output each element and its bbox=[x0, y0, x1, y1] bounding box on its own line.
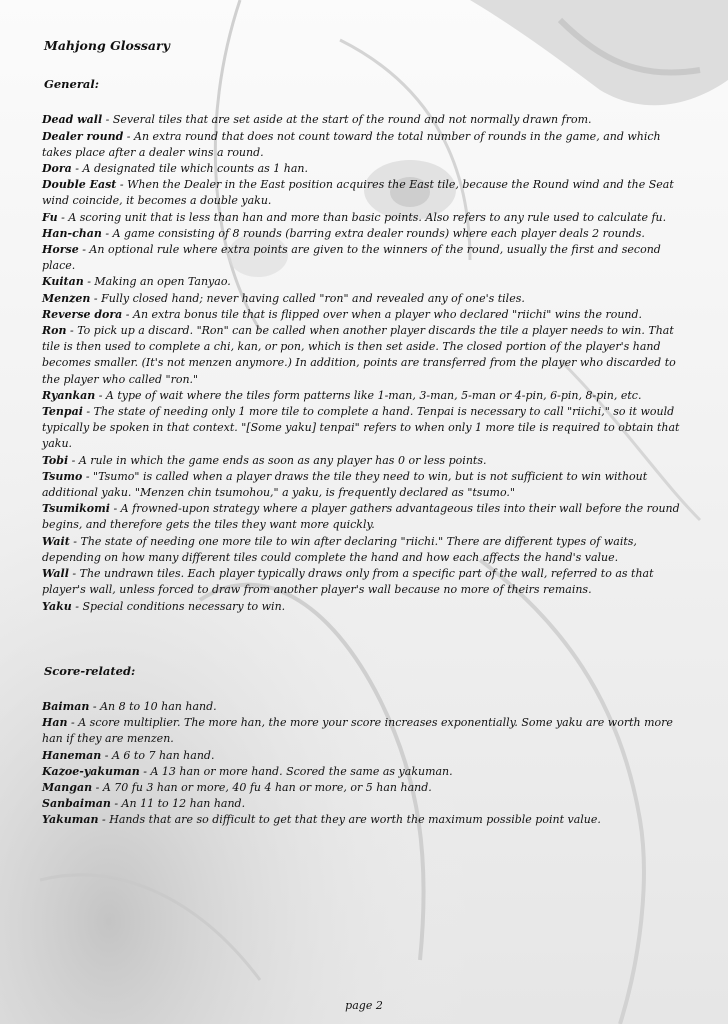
entry-term: Tenpai bbox=[42, 405, 83, 419]
glossary-entry bbox=[42, 534, 688, 566]
entry-definition: - An extra bonus tile that is flipped over when a player who declared "riichi" wins the round. bbox=[122, 307, 643, 321]
glossary-entry bbox=[42, 715, 688, 747]
entry-definition: - Fully closed hand; never having called "ron" and revealed any of one's tiles. bbox=[90, 291, 525, 305]
entry-definition: - Hands that are so difficult to get that they are worth the maximum possible point value. bbox=[98, 813, 601, 827]
entry-definition: - Special conditions necessary to win. bbox=[71, 599, 286, 613]
page-title: Mahjong Glossary bbox=[44, 38, 170, 53]
entry-definition: - A designated tile which counts as 1 han. bbox=[71, 162, 308, 176]
entry-definition: - An extra round that does not count toward the total number of rounds in the game, and which takes place after a dealer wins a round. bbox=[42, 129, 661, 159]
entry-term: Tsumikomi bbox=[42, 502, 110, 516]
entry-definition: - A game consisting of 8 rounds (barring extra dealer rounds) where each player deals 2 rounds. bbox=[101, 226, 645, 240]
page-number: page 2 bbox=[345, 999, 383, 1012]
entry-definition: - A frowned-upon strategy where a player gathers advantageous tiles into their wall before the round begins, and therefore gets the tiles they want more quickly. bbox=[42, 502, 680, 532]
entry-definition: - A 13 han or more hand. Scored the same as yakuman. bbox=[139, 764, 453, 778]
entry-definition: - An 11 to 12 han hand. bbox=[110, 797, 246, 811]
glossary-content bbox=[42, 38, 688, 829]
glossary-entry bbox=[42, 388, 688, 404]
entry-definition: - A rule in which the game ends as soon as any player has 0 or less points. bbox=[68, 453, 487, 467]
entry-term: Dead wall bbox=[42, 113, 103, 127]
glossary-entry bbox=[42, 566, 688, 598]
section-heading-score: Score-related: bbox=[44, 663, 136, 678]
glossary-entry bbox=[42, 242, 688, 274]
entry-definition: - A score multiplier. The more han, the more your score increases exponentially. Some yaku are worth more han if they are menzen. bbox=[42, 716, 673, 746]
glossary-entry bbox=[42, 307, 688, 323]
glossary-entry bbox=[42, 699, 688, 715]
glossary-entry bbox=[42, 764, 688, 780]
entry-definition: - The undrawn tiles. Each player typically draws only from a specific part of the wall, referred to as that player's wall, unless forced to draw from another player's wall because no more of theirs remains. bbox=[42, 567, 654, 597]
glossary-entry bbox=[42, 404, 688, 453]
entry-definition: - A 6 to 7 han hand. bbox=[101, 748, 215, 762]
glossary-entry bbox=[42, 226, 688, 242]
entry-term: Baiman bbox=[42, 699, 90, 713]
entry-term: Han bbox=[42, 716, 68, 730]
entry-term: Reverse dora bbox=[42, 307, 123, 321]
entry-definition: - An 8 to 10 han hand. bbox=[89, 699, 217, 713]
glossary-entry bbox=[42, 274, 688, 290]
entry-definition: - A scoring unit that is less than han and more than basic points. Also refers to any rule used to calculate fu. bbox=[57, 210, 667, 224]
glossary-entry bbox=[42, 177, 688, 209]
glossary-entry bbox=[42, 112, 688, 128]
entry-term: Tsumo bbox=[42, 469, 83, 483]
entry-term: Horse bbox=[42, 243, 79, 257]
entry-definition: - To pick up a discard. "Ron" can be called when another player discards the tile a player needs to win. That tile is then used to complete a chi, kan, or pon, which is then set aside. The closed portion of the player's hand becomes smaller. (It's not menzen anymore.) In addition, points are transferred from the player who discarded to the player who called "ron." bbox=[42, 324, 676, 386]
glossary-entry bbox=[42, 129, 688, 161]
entry-definition: - The state of needing one more tile to win after declaring "riichi." There are different types of waits, depending on how many different tiles could complete the hand and how each affects the hand's value. bbox=[42, 534, 637, 564]
entry-term: Dora bbox=[42, 162, 72, 176]
entry-definition: - An optional rule where extra points are given to the winners of the round, usually the first and second place. bbox=[42, 243, 661, 273]
glossary-entry bbox=[42, 210, 688, 226]
general-entries bbox=[42, 112, 688, 614]
section-heading-general: General: bbox=[44, 77, 99, 92]
score-entries bbox=[42, 699, 688, 829]
glossary-entry bbox=[42, 812, 688, 828]
entry-definition: - A 70 fu 3 han or more, 40 fu 4 han or more, or 5 han hand. bbox=[92, 780, 432, 794]
entry-term: Han-chan bbox=[42, 226, 102, 240]
glossary-entry bbox=[42, 599, 688, 615]
glossary-entry bbox=[42, 501, 688, 533]
entry-definition: - A type of wait where the tiles form patterns like 1-man, 3-man, 5-man or 4-pin, 6-pin, 8-pin, etc. bbox=[95, 388, 642, 402]
glossary-entry bbox=[42, 323, 688, 388]
entry-term: Yakuman bbox=[42, 813, 99, 827]
entry-term: Kuitan bbox=[42, 275, 84, 289]
entry-term: Wall bbox=[42, 567, 69, 581]
entry-term: Kazoe-yakuman bbox=[42, 764, 140, 778]
entry-term: Double East bbox=[42, 178, 117, 192]
entry-term: Wait bbox=[42, 534, 70, 548]
entry-term: Ron bbox=[42, 324, 67, 338]
glossary-entry bbox=[42, 161, 688, 177]
glossary-entry bbox=[42, 291, 688, 307]
entry-definition: - "Tsumo" is called when a player draws the tile they need to win, but is not sufficient to win without additional yaku. "Menzen chin tsumohou," a yaku, is frequently declared as "tsumo." bbox=[42, 469, 648, 500]
entry-term: Tobi bbox=[42, 453, 69, 467]
entry-term: Yaku bbox=[42, 599, 72, 613]
entry-definition: - When the Dealer in the East position acquires the East tile, because the Round wind and the Seat wind coincide, it becomes a double yaku. bbox=[42, 178, 674, 208]
entry-term: Menzen bbox=[42, 291, 91, 305]
glossary-entry bbox=[42, 453, 688, 469]
entry-definition: - Making an open Tanyao. bbox=[83, 275, 231, 289]
entry-term: Mangan bbox=[42, 780, 93, 794]
entry-term: Fu bbox=[42, 210, 58, 224]
glossary-entry bbox=[42, 469, 688, 501]
entry-term: Sanbaiman bbox=[42, 797, 111, 811]
glossary-entry bbox=[42, 780, 688, 796]
glossary-entry bbox=[42, 796, 688, 812]
entry-term: Ryankan bbox=[42, 388, 96, 402]
entry-definition: - The state of needing only 1 more tile to complete a hand. Tenpai is necessary to call "riichi," so it would typically be spoken in that context. "[Some yaku] tenpai" refers to when only 1 more tile is required to obtain that yaku. bbox=[42, 405, 680, 451]
entry-term: Dealer round bbox=[42, 129, 124, 143]
entry-term: Haneman bbox=[42, 748, 102, 762]
entry-definition: - Several tiles that are set aside at the start of the round and not normally drawn from. bbox=[102, 113, 592, 127]
glossary-entry bbox=[42, 748, 688, 764]
